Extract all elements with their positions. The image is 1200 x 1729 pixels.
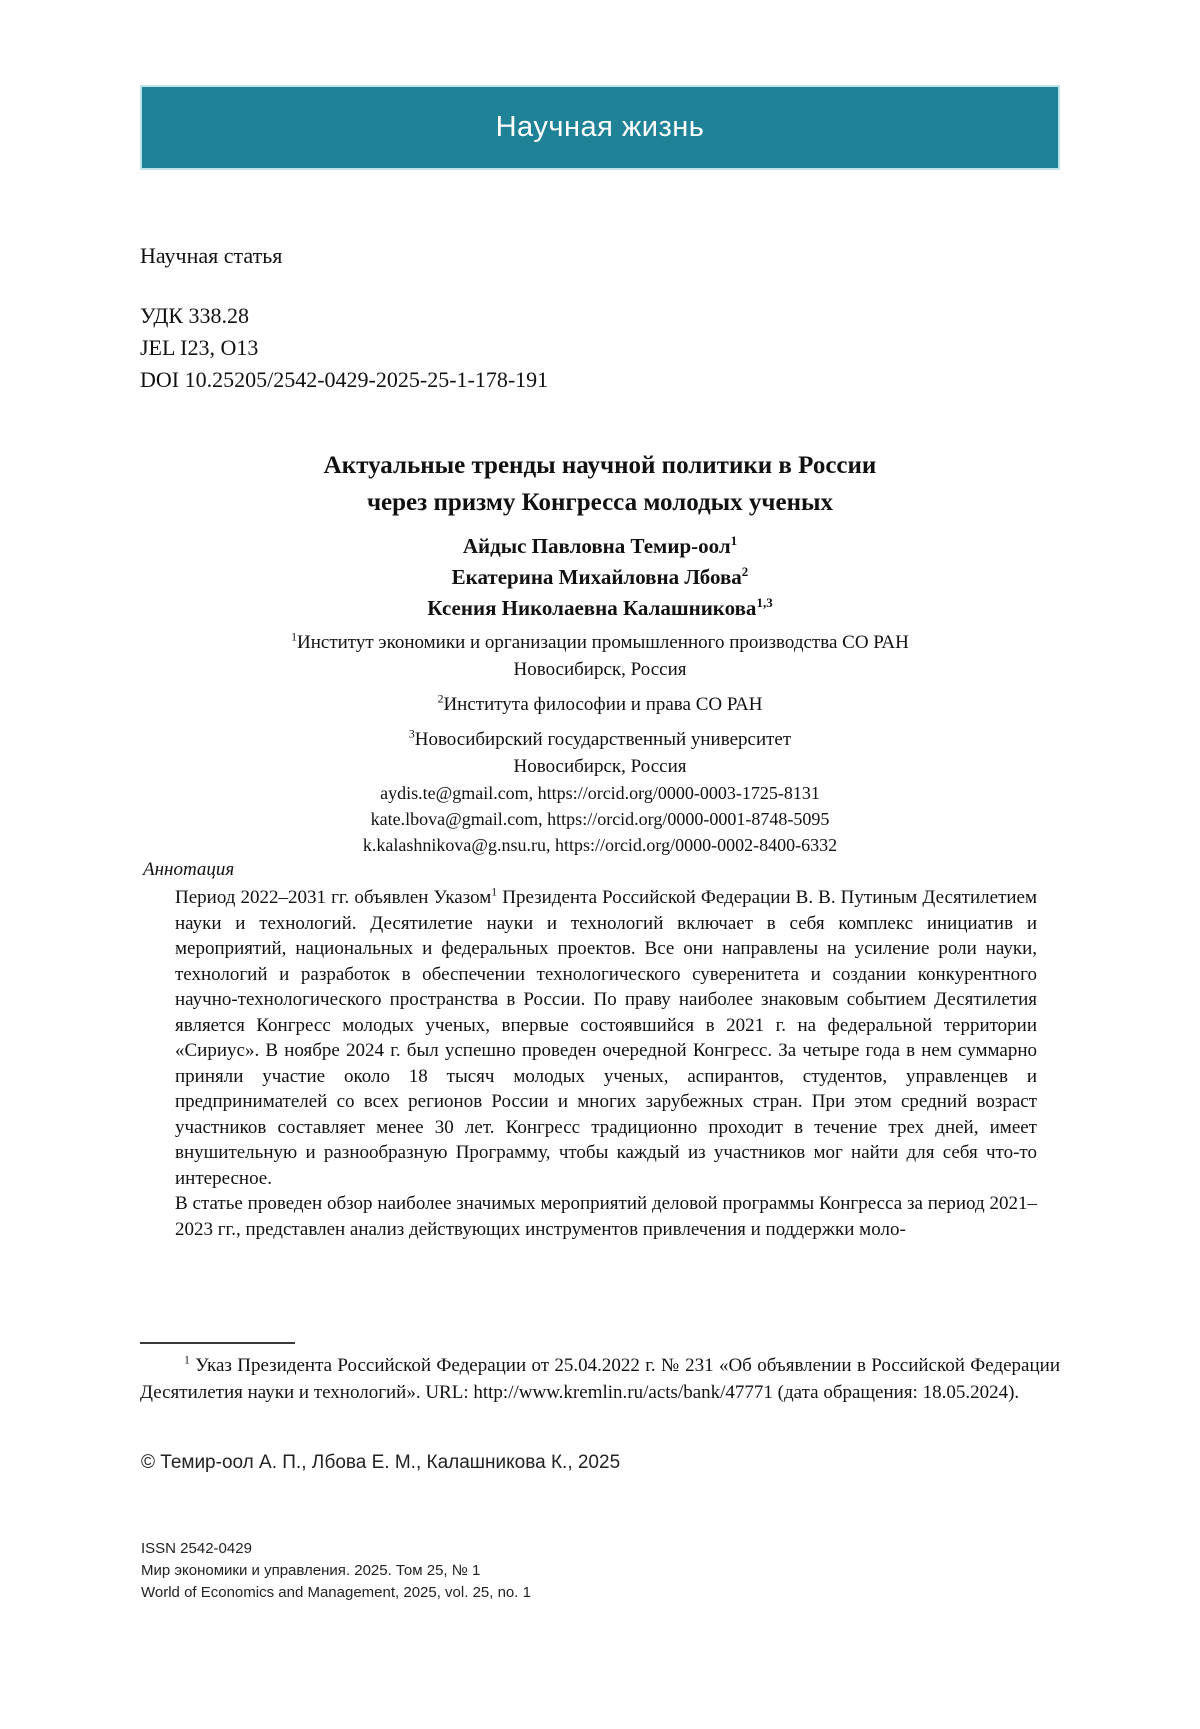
journal-title-ru: Мир экономики и управления. 2025. Том 25, № 1 xyxy=(141,1562,481,1579)
udc-code: УДК 338.28 xyxy=(140,303,250,328)
author-name: Екатерина Михайловна Лбова$^2$ xyxy=(451,564,749,589)
contact-line: aydis.te@gmail.com, https://orcid.org/0000-0003-1725-8131 xyxy=(380,783,820,803)
footnote-separator xyxy=(140,1342,295,1344)
article-title xyxy=(140,447,1060,521)
abstract-text xyxy=(175,885,1037,1242)
affiliation-marker: 3 xyxy=(408,727,415,741)
author-affiliation-marker: 2 xyxy=(741,564,749,579)
author-name: Ксения Николаевна Калашникова$^{1,3}$ xyxy=(427,595,773,620)
author-contacts xyxy=(140,780,1060,858)
article-title-line1: Актуальные тренды научной политики в России xyxy=(323,452,877,479)
affiliation-marker: 1 xyxy=(291,630,298,644)
doi-code: DOI 10.25205/2542-0429-2025-25-1-178-191 xyxy=(140,367,549,392)
affiliation xyxy=(140,691,1060,718)
authors-list xyxy=(140,531,1060,624)
affiliation xyxy=(140,629,1060,683)
article-meta xyxy=(140,300,548,396)
affiliation-city: Новосибирск, Россия xyxy=(513,659,687,680)
affiliation-org: $^2$Института философии и права СО РАН xyxy=(437,692,763,715)
footnote-marker: 1 xyxy=(184,1353,190,1367)
abstract-heading: Аннотация xyxy=(143,859,235,880)
affiliation-org: $^1$Институт экономики и организации промышленного производства СО РАН xyxy=(291,630,909,653)
issn-line: ISSN 2542-0429 xyxy=(141,1540,252,1557)
copyright-line: © Темир-оол А. П., Лбова Е. М., Калашникова К., 2025 xyxy=(141,1452,621,1473)
author-name: Айдыс Павловна Темир-оол$^1$ xyxy=(462,533,738,558)
footnote-reference-marker: 1 xyxy=(491,885,498,899)
author-affiliation-marker: 1,3 xyxy=(756,595,773,610)
section-banner-label: Научная жизнь xyxy=(495,111,705,143)
jel-code: JEL I23, O13 xyxy=(140,335,259,360)
abstract-paragraph-1: Период 2022–2031 гг. объявлен Указом$^1$ Президента Российской Федерации В. В. Путиным Десятилетием науки и технологий. Десятилетие науки и технологий включает в себя комплекс инициатив и мероприятий, национальных и федеральных проектов. Все они направлены на усиление роли науки, технологий и разработок в обеспечении технологического суверенитета и создании конкурентного научно-технологического пространства в России. По праву наиболее знаковым событием Десятилетия является Конгресс молодых ученых, впервые состоявшийся в 2021 г. на федеральной территории «Сириус». В ноябре 2024 г. был успешно проведен очередной Конгресс. За четыре года в нем суммарно приняли участие около 18 тысяч молодых ученых, аспирантов, студентов, управленцев и предпринимателей со всех регионов России и многих зарубежных стран. При этом средний возраст участников составляет менее 30 лет. Конгресс традиционно проходит в течение трех дней, имеет внушительную и разнообразную Программу, чтобы каждый из участников мог найти для себя что-то интересное. xyxy=(175,885,1037,1189)
article-title-line2: через призму Конгресса молодых ученых xyxy=(366,489,834,516)
contact-line: k.kalashnikova@g.nsu.ru, https://orcid.org/0000-0002-8400-6332 xyxy=(362,835,838,855)
affiliation-marker: 2 xyxy=(437,692,444,706)
affiliation-org: $^3$Новосибирский государственный университет xyxy=(408,727,792,750)
affiliation-city: Новосибирск, Россия xyxy=(513,756,687,777)
journal-title-en: World of Economics and Management, 2025, vol. 25, no. 1 xyxy=(141,1584,531,1601)
article-type-label: Научная статья xyxy=(140,243,283,268)
journal-footer xyxy=(141,1538,531,1604)
affiliation xyxy=(140,726,1060,780)
abstract-paragraph-2: В статье проведен обзор наиболее значимых мероприятий деловой программы Конгресса за период 2021–2023 гг., представлен анализ действующих инструментов привлечения и поддержки моло- xyxy=(175,1193,1037,1240)
contact-line: kate.lbova@gmail.com, https://orcid.org/0000-0001-8748-5095 xyxy=(370,809,830,829)
section-banner xyxy=(140,85,1060,170)
author-affiliation-marker: 1 xyxy=(730,533,738,548)
footnote: $^1$ Указ Президента Российской Федерации от 25.04.2022 г. № 231 «Об объявлении в Российской Федерации Десятилетия науки и технологий». URL: http://www.kremlin.ru/acts/bank/47771 (дата обращения: 18.05.2024). xyxy=(140,1353,1060,1403)
